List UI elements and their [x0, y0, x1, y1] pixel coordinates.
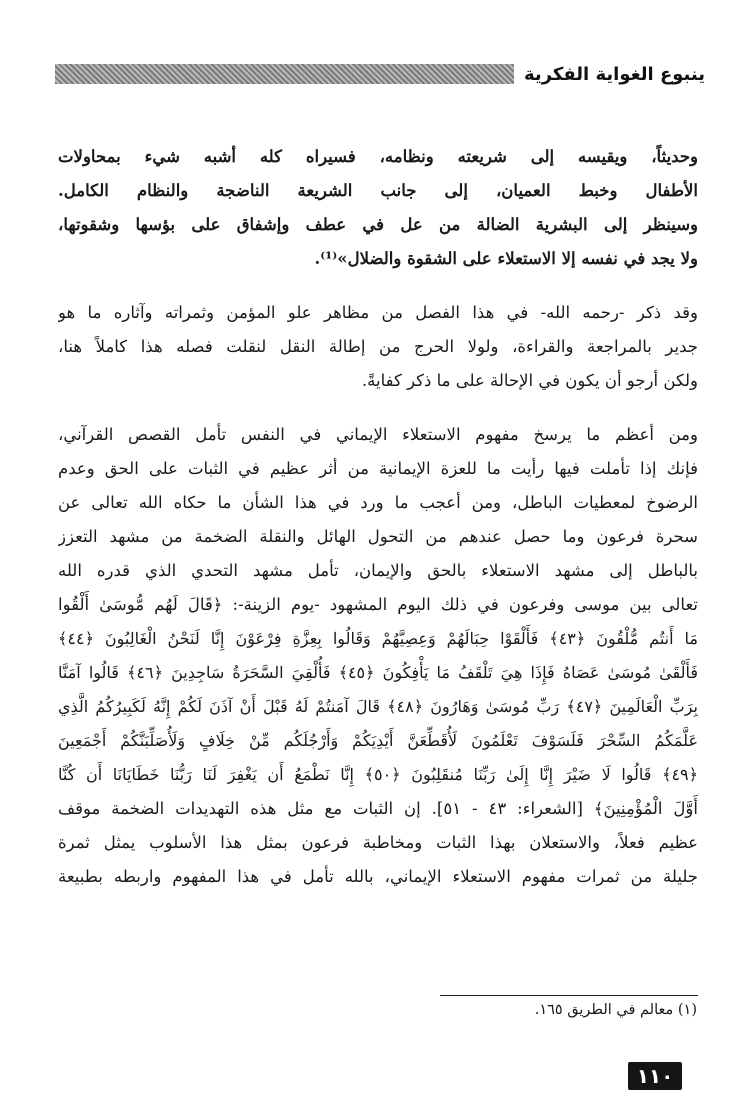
quran-verse-line: فَأَلْقَىٰ مُوسَىٰ عَصَاهُ فَإِذَا هِيَ تَلْقَفُ مَا يَأْفِكُونَ ﴿٤٥﴾ فَأُلْقِيَ السَّحَرَةُ سَاجِدِينَ ﴿٤٦﴾ قَالُوا آمَنَّا — [58, 663, 698, 682]
text-line: تعالى بين موسى وفرعون في ذلك اليوم المشهود -يوم الزينة-: ﴿قَالَ لَهُم مُّوسَىٰ أَلْقُوا — [58, 595, 698, 614]
quran-verse-line: عَلَّمَكُمُ السِّحْرَ فَلَسَوْفَ تَعْلَمُونَ لَأُقَطِّعَنَّ أَيْدِيَكُمْ وَأَرْجُلَكُم مِّنْ خِلَافٍ وَلَأُصَلِّبَنَّكُمْ أَجْمَعِينَ — [58, 731, 698, 750]
text-line: فإنك إذا تأملت فيها رأيت ما للعزة الإيمانية من أثر عظيم في الثبات على الحق وعدم — [58, 459, 698, 478]
page-number: ١١٠ — [628, 1062, 682, 1090]
text-line: وسينظر إلى البشرية الضالة من عل في عطف وإشفاق على بؤسها وشقوتها، — [58, 215, 698, 234]
running-header — [55, 58, 705, 90]
text-line: ولكن أرجو أن يكون في الإحالة على ما ذكر كفايةً. — [361, 371, 698, 390]
quran-verse-line: بِرَبِّ الْعَالَمِينَ ﴿٤٧﴾ رَبِّ مُوسَىٰ وَهَارُونَ ﴿٤٨﴾ قَالَ آمَنتُمْ لَهُ قَبْلَ أَنْ آذَنَ لَكُمْ إِنَّهُ لَكَبِيرُكُمُ الَّذِي — [58, 697, 698, 716]
text-line: جليلة من ثمرات مفهوم الاستعلاء الإيماني، بالله تأمل في هذا المفهوم واربطه بطبيعة — [58, 867, 698, 886]
text-line: جدير بالمراجعة والقراءة، ولولا الحرج من إطالة النقل لنقلت فصله هذا كاملاً هنا، — [58, 337, 698, 356]
text-line: عظيم فعلاً، والاستعلان بهذا الثبات ومخاطبة فرعون بمثل هذا الأسلوب يمثل ثمرة — [58, 833, 698, 852]
text-line: الرضوخ لمعطيات الباطل، ومن أعجب ما ورد في هذا الشأن ما حكاه الله تعالى عن — [58, 493, 698, 512]
footnote: (١) معالم في الطريق ١٦٥. — [534, 1002, 697, 1018]
body-text — [58, 140, 698, 894]
footnote-divider — [440, 995, 698, 996]
text-line: ومن أعظم ما يرسخ مفهوم الاستعلاء الإيماني في النفس تأمل القصص القرآني، — [58, 425, 698, 444]
text-line: بالباطل إلى مشهد الاستعلاء بالحق والإيمان، تأمل مشهد التحدي الذي قدره الله — [58, 561, 698, 580]
paragraph — [58, 296, 698, 398]
quran-verse-line: مَا أَنتُم مُّلْقُونَ ﴿٤٣﴾ فَأَلْقَوْا حِبَالَهُمْ وَعِصِيَّهُمْ وَقَالُوا بِعِزَّةِ فِرْعَوْنَ إِنَّا لَنَحْنُ الْغَالِبُونَ ﴿٤٤﴾ — [58, 629, 698, 648]
text-line: أَوَّلَ الْمُؤْمِنِينَ﴾ [الشعراء: ٤٣ - ٥١]. إن الثبات مع مثل هذه التهديدات الضخمة موقف — [58, 799, 698, 818]
header-title: ينبوع الغواية الفكرية — [523, 63, 705, 85]
paragraph-quotation — [58, 140, 698, 276]
text-line: ولا يجد في نفسه إلا الاستعلاء على الشقوة والضلال»⁽¹⁾. — [314, 249, 698, 268]
quran-verse-line: ﴿٤٩﴾ قَالُوا لَا ضَيْرَ إِنَّا إِلَىٰ رَبِّنَا مُنقَلِبُونَ ﴿٥٠﴾ إِنَّا نَطْمَعُ أَن يَغْفِرَ لَنَا رَبُّنَا خَطَايَانَا أَن كُنَّا — [58, 765, 698, 784]
text-line: وقد ذكر -رحمه الله- في هذا الفصل من مظاهر علو المؤمن وثمراته وآثاره ما هو — [58, 303, 698, 322]
paragraph — [58, 418, 698, 894]
text-line: سحرة فرعون وما حصل عندهم من التحول الهائل والنقلة الضخمة من مشهد التعزز — [58, 527, 698, 546]
header-decorative-band — [55, 64, 514, 84]
text-line: وحديثاً، ويقيسه إلى شريعته ونظامه، فسيراه كله أشبه شيء بمحاولات — [58, 147, 698, 166]
text-line: الأطفال وخبط العميان، إلى جانب الشريعة الناضجة والنظام الكامل. — [58, 181, 698, 200]
